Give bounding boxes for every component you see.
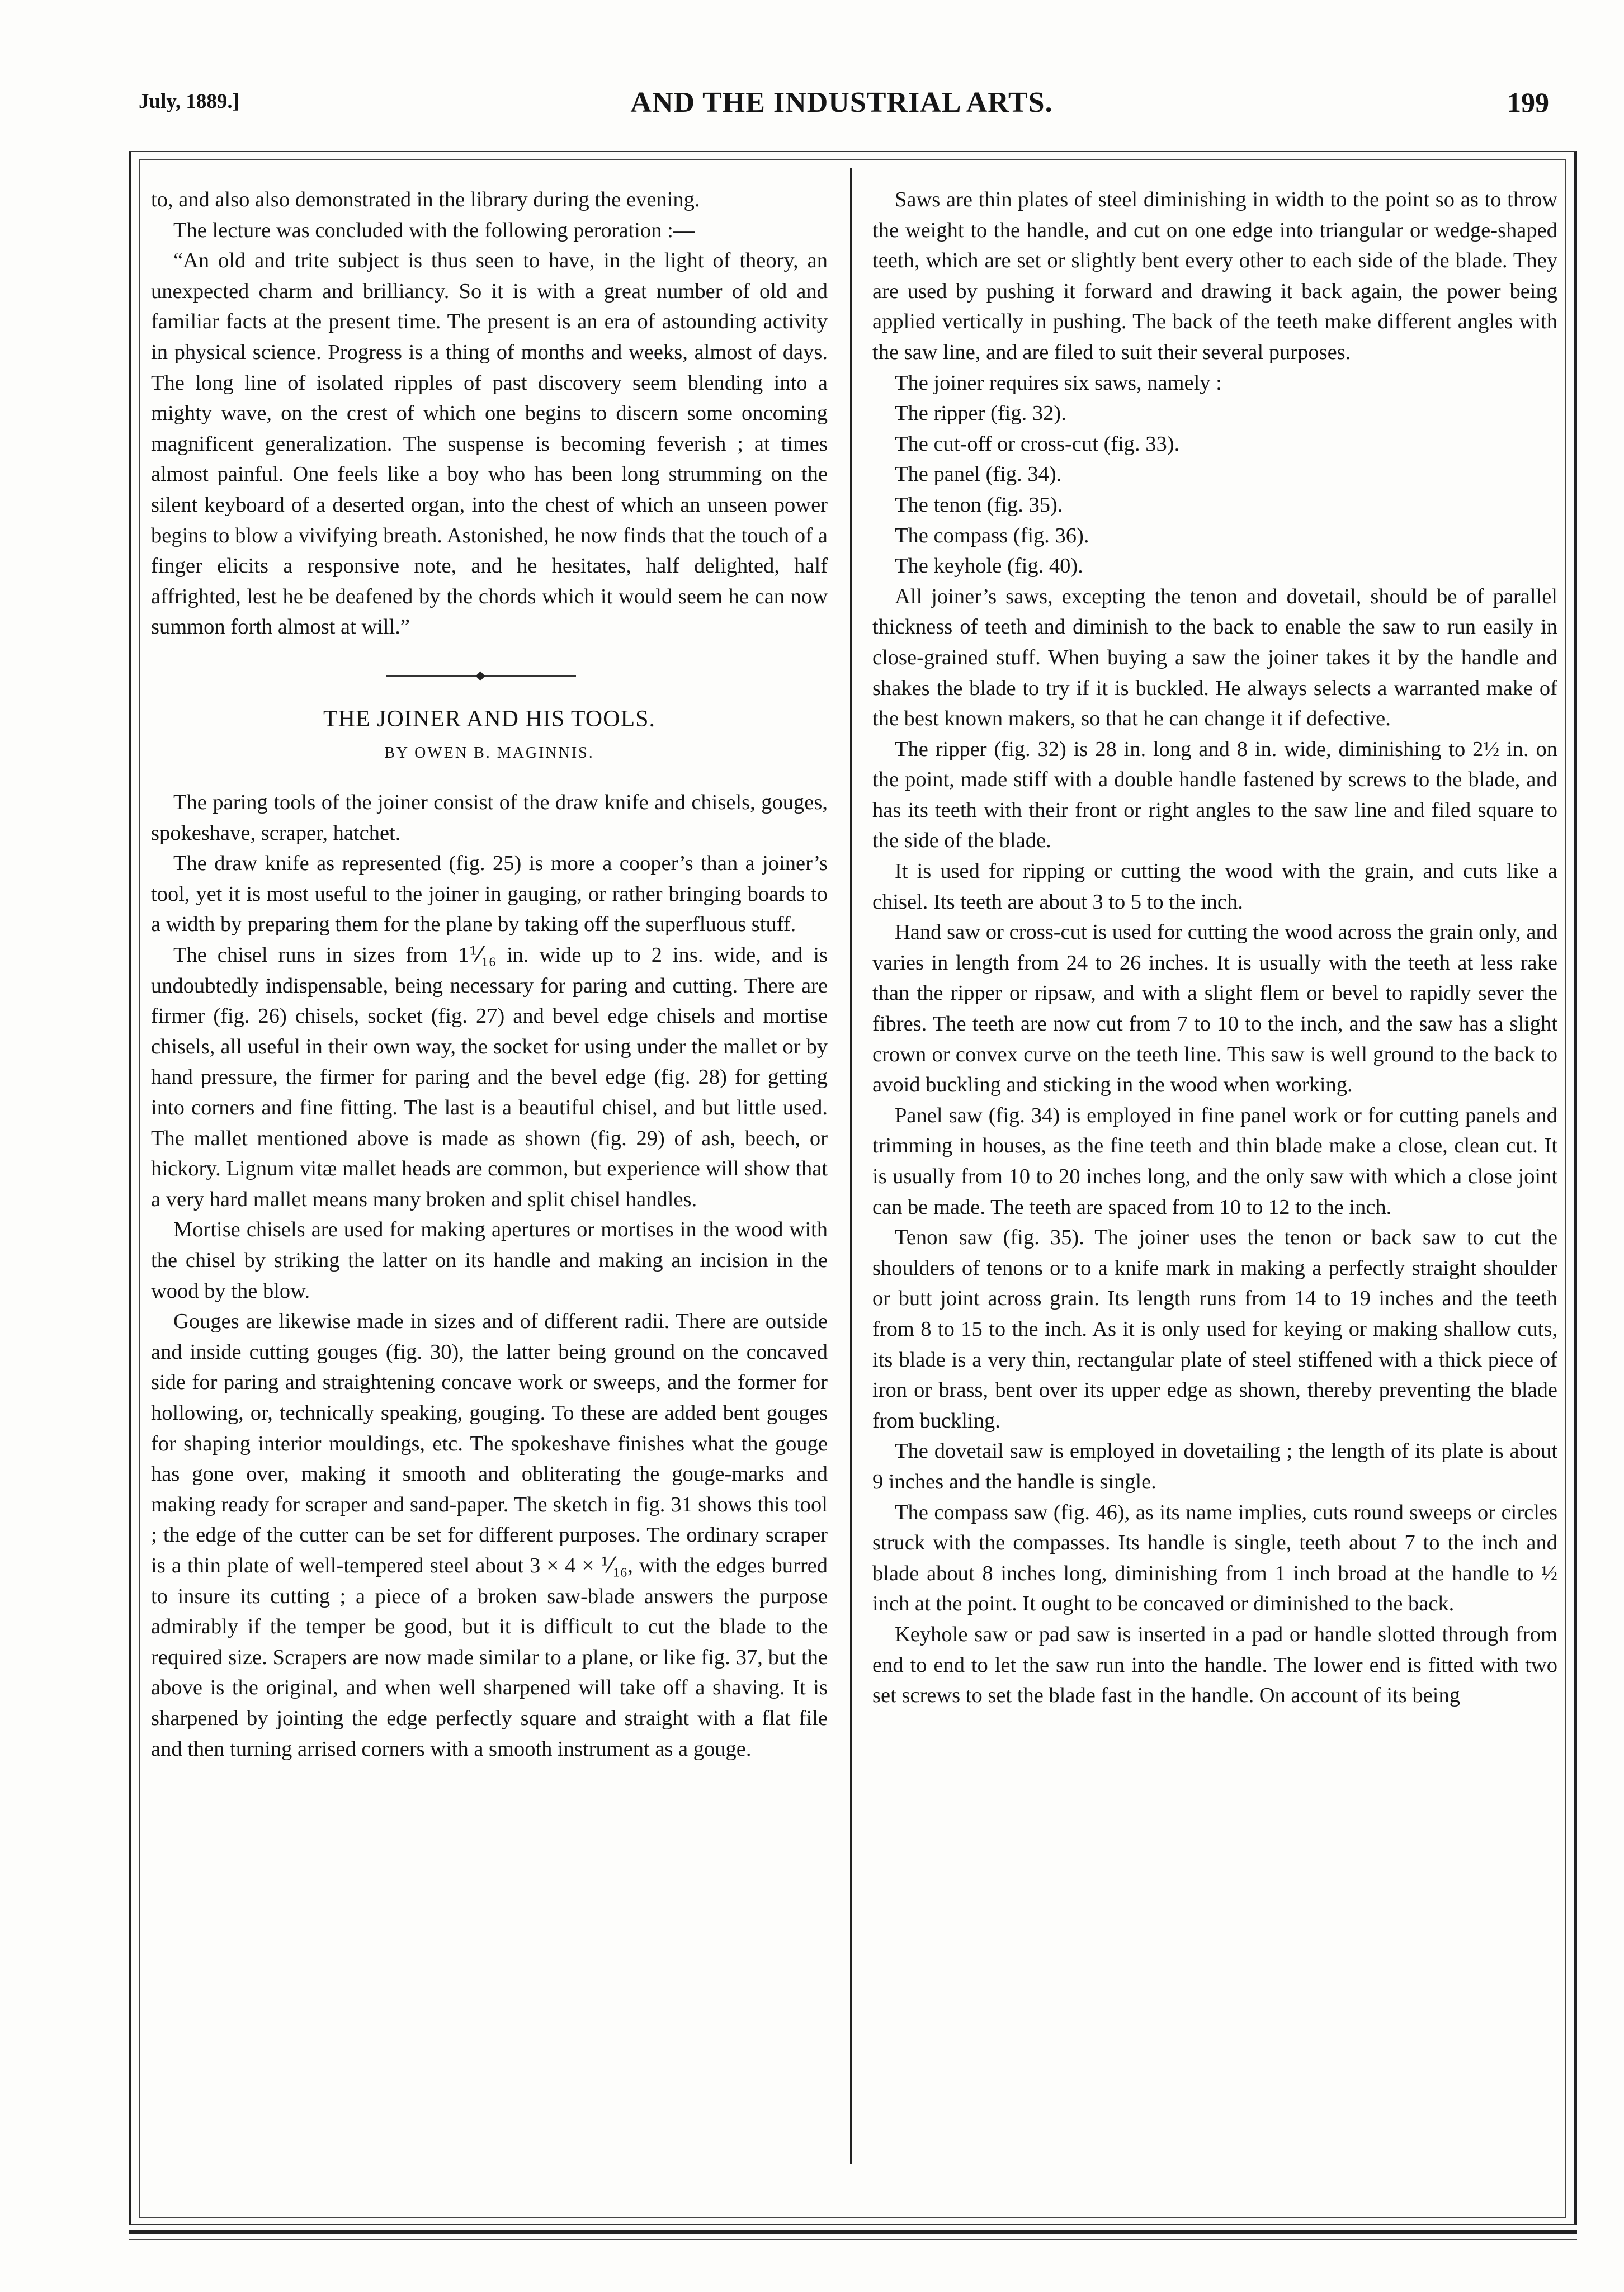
- paragraph: The draw knife as represented (fig. 25) is more a cooper’s than a joiner’s tool, yet it is most useful to the joiner in gauging, or rather bringing boards to a width by preparing them for the plane by taking off the superfluous stuff.: [151, 852, 828, 937]
- article-byline: BY OWEN B. MAGINNIS.: [384, 744, 594, 762]
- paragraph: The lecture was concluded with the following peroration :—: [173, 218, 695, 242]
- list-item: The tenon (fig. 35).: [895, 493, 1063, 517]
- list-item: The ripper (fig. 32).: [895, 401, 1066, 426]
- paragraph: The chisel runs in sizes from 1⅟₁₆ in. wide up to 2 ins. wide, and is undoubtedly indispensable, being necessary for paring and cutting. There are firmer (fig. 26) chisels, socket (fig. 27) and bevel edge chisels and mortise chisels, all useful in their own way, the socket for using under the mallet or by hand pressure, the firmer for paring and the bevel edge (fig. 28) for getting into corners and fine fitting. The last is a beautiful chisel, and but little used. The mallet mentioned above is made as shown (fig. 29) of ash, beech, or hickory. Lignum vitæ mallet heads are common, but experience will show that a very hard mallet means many broken and split chisel handles.: [151, 943, 828, 1211]
- bottom-rule-thin: [129, 2239, 1577, 2240]
- paragraph: Hand saw or cross-cut is used for cutting the wood across the grain only, and varies in length from 24 to 26 inches. It is usually with the teeth at less rake than the ripper or ripsaw, and with a slight flem or bevel to rapidly sever the fibres. The teeth are now cut from 7 to 10 to the inch, and the saw has a slight crown or convex curve on the teeth line. This saw is well ground to the back to avoid buckling and sticking in the wood when working.: [872, 920, 1557, 1097]
- paragraph: Gouges are likewise made in sizes and of different radii. There are outside and inside cutting gouges (fig. 30), the latter being ground on the concaved side for paring and straightening concave work or sweeps, and the former for hollowing, or, technically speaking, gouging. To these are added bent gouges for shaping interior mouldings, etc. The spokeshave finishes what the gouge has gone over, making it smooth and obliterating the gouge-marks and making ready for scraper and sand-paper. The sketch in fig. 31 shows this tool ; the edge of the cutter can be set for different purposes. The ordinary scraper is a thin plate of well-tempered steel about 3 × 4 × ⅟₁₆, with the edges burred to insure its cutting ; a piece of a broken saw-blade answers the purpose admirably if the temper be good, but it is difficult to cut the blade to the required size. Scrapers are now made similar to a plane, or like fig. 37, but the above is the original, and when well sharpened will take off a shaving. It is sharpened by jointing the edge perfectly square and straight with a flat file and then turning arrised corners with a smooth instrument as a gouge.: [151, 1310, 828, 1761]
- list-item: The cut-off or cross-cut (fig. 33).: [895, 432, 1180, 456]
- paragraph: to, and also also demonstrated in the library during the evening.: [151, 188, 700, 211]
- article-title: THE JOINER AND HIS TOOLS.: [323, 706, 655, 732]
- page-header: [129, 84, 1555, 129]
- paragraph: Panel saw (fig. 34) is employed in fine panel work or for cutting panels and trimming in houses, as the fine teeth and thin blade make a close, clean cut. It is usually from 10 to 20 inches long, and the only saw with which a close joint can be made. The teeth are spaced from 10 to 12 to the inch.: [872, 1103, 1557, 1219]
- paragraph: Keyhole saw or pad saw is inserted in a pad or handle slotted through from end to end to let the saw run into the handle. The lower end is fitted with two set screws to set the blade fast in the handle. On account of its being: [872, 1622, 1557, 1708]
- paragraph: The compass saw (fig. 46), as its name implies, cuts round sweeps or circles struck with the compasses. Its handle is single, teeth about 7 to the inch and blade about 8 inches long, diminishing from 1 inch broad at the handle to ½ inch at the point. It ought to be concaved or diminished to the back.: [872, 1500, 1557, 1616]
- paragraph: The ripper (fig. 32) is 28 in. long and 8 in. wide, diminishing to 2½ in. on the point, made stiff with a double handle fastened by screws to the blade, and has its teeth with their front or right angles to the saw line and filed square to the side of the blade.: [872, 737, 1557, 853]
- page-number: 199: [1507, 87, 1549, 118]
- paragraph: It is used for ripping or cutting the wood with the grain, and cuts like a chisel. Its teeth are about 3 to 5 to the inch.: [872, 859, 1557, 914]
- column-divider: [850, 168, 852, 2164]
- paragraph: Tenon saw (fig. 35). The joiner uses the tenon or back saw to cut the shoulders of tenons or to a knife mark in making a perfectly straight shoulder or butt joint across grain. Its length runs from 14 to 19 inches and the teeth from 8 to 15 to the inch. As it is only used for keying or making shallow cuts, its blade is a very thin, rectangular plate of steel stiffened with a thick piece of iron or brass, bent over its upper edge as shown, thereby preventing the blade from buckling.: [872, 1226, 1557, 1433]
- paragraph: The paring tools of the joiner consist of the draw knife and chisels, gouges, spokeshave, scraper, hatchet.: [151, 791, 828, 845]
- list-item: The keyhole (fig. 40).: [895, 554, 1083, 578]
- list-item: The panel (fig. 34).: [895, 462, 1062, 486]
- list-item: The compass (fig. 36).: [895, 523, 1089, 547]
- running-title: AND THE INDUSTRIAL ARTS.: [630, 87, 1053, 119]
- paragraph: All joiner’s saws, excepting the tenon and dovetail, should be of parallel thickness of teeth and diminish to the back to enable the saw to run easily in close-grained stuff. When buying a saw the joiner takes it by the handle and shakes the blade to try if it is buckled. He always selects a warranted make of the best known makers, so that he can change it if defective.: [872, 584, 1557, 731]
- ornament-diamond-icon: [476, 671, 485, 680]
- right-column: [872, 185, 1557, 1711]
- peroration-quote: “An old and trite subject is thus seen to have, in the light of theory, an unexpected charm and brilliancy. So it is with a great number of old and familiar facts at the present time. The present is an era of astounding activity in physical science. Progress is a thing of months and weeks, almost of days. The long line of isolated ripples of past discovery seem blending into a mighty wave, on the crest of which one begins to discern some oncoming magnificent generalization. The suspense is becoming feverish ; at times almost painful. One feels like a boy who has been long strumming on the silent keyboard of a deserted organ, into the chest of which an unseen power begins to blow a vivifying breath. Astonished, he now finds that the touch of a finger elicits a responsive note, and he hesitates, half delighted, half affrighted, lest he be deafened by the chords which it would seem he can now summon forth almost at will.”: [151, 249, 828, 639]
- section-ornament: [151, 670, 828, 682]
- paragraph: Saws are thin plates of steel diminishing in width to the point so as to throw the weight to the handle, and cut on one edge into triangular or wedge-shaped teeth, which are set or slightly bent every other to each side of the blade. They are used by pushing it forward and drawing it back again, the power being applied vertically in pushing. The back of the teeth make different angles with the saw line, and are filed to suit their several purposes.: [872, 188, 1557, 364]
- bottom-rule: [129, 2230, 1577, 2234]
- paragraph: The dovetail saw is employed in dovetailing ; the length of its plate is about 9 inches and the handle is single.: [872, 1439, 1557, 1494]
- saw-list: [872, 398, 1557, 582]
- left-column: [151, 185, 828, 1764]
- paragraph: The joiner requires six saws, namely :: [895, 371, 1222, 395]
- paragraph: Mortise chisels are used for making apertures or mortises in the wood with the chisel by striking the latter on its handle and making an incision in the wood by the blow.: [151, 1218, 828, 1303]
- issue-date: July, 1889.]: [139, 90, 239, 113]
